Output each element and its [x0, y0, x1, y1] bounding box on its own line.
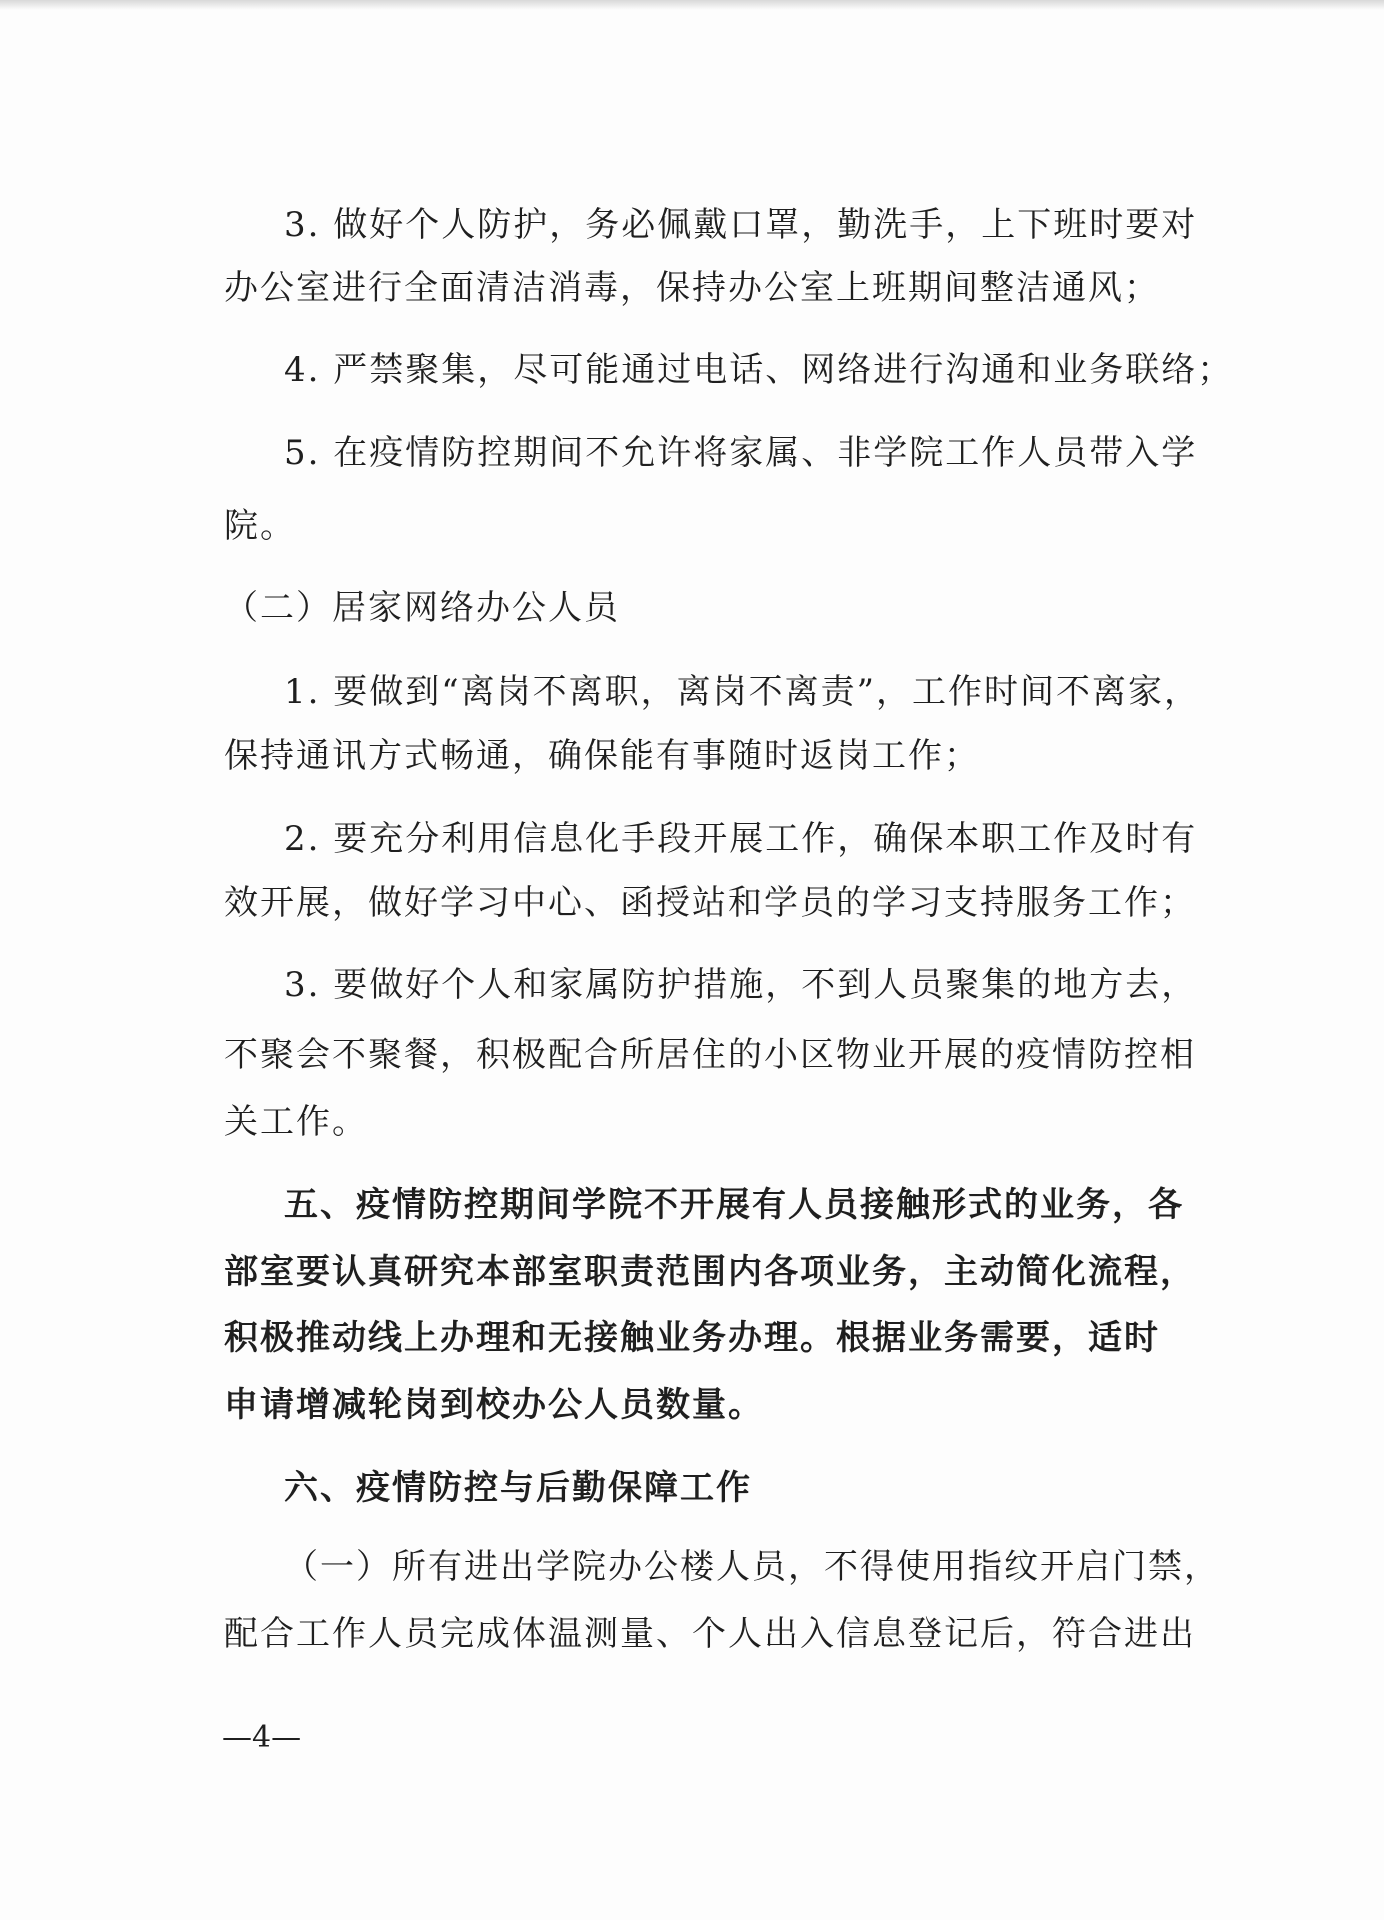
section-subheading: （二）居家网络办公人员 — [224, 588, 620, 628]
paragraph-line: 3. 要做好个人和家属防护措施，不到人员聚集的地方去， — [284, 965, 1198, 1005]
paragraph-line: 配合工作人员完成体温测量、个人出入信息登记后，符合进出 — [224, 1614, 1196, 1654]
paragraph-line: 部室要认真研究本部室职责范围内各项业务，主动简化流程， — [224, 1252, 1196, 1292]
paragraph-line: 院。 — [224, 506, 296, 546]
paragraph-line: 效开展，做好学习中心、函授站和学员的学习支持服务工作； — [224, 883, 1196, 923]
paragraph-line: 5. 在疫情防控期间不允许将家属、非学院工作人员带入学 — [284, 433, 1198, 473]
paragraph-line: 不聚会不聚餐，积极配合所居住的小区物业开展的疫情防控相 — [224, 1035, 1196, 1075]
scan-edge — [0, 0, 1384, 10]
paragraph-line: 办公室进行全面清洁消毒，保持办公室上班期间整洁通风； — [224, 268, 1160, 308]
paragraph-line: 2. 要充分利用信息化手段开展工作，确保本职工作及时有 — [284, 819, 1198, 859]
section-heading-6: 六、疫情防控与后勤保障工作 — [284, 1468, 752, 1508]
paragraph-line: （一）所有进出学院办公楼人员，不得使用指纹开启门禁， — [284, 1547, 1220, 1587]
page-number: —4— — [222, 1720, 302, 1755]
paragraph-line: 1. 要做到“离岗不离职，离岗不离责”，工作时间不离家， — [284, 672, 1201, 712]
paragraph-line: 关工作。 — [224, 1102, 368, 1142]
paragraph-line: 积极推动线上办理和无接触业务办理。根据业务需要，适时 — [224, 1318, 1160, 1358]
paragraph-line: 保持通讯方式畅通，确保能有事随时返岗工作； — [224, 736, 980, 776]
paragraph-line: 3. 做好个人防护，务必佩戴口罩，勤洗手，上下班时要对 — [284, 205, 1198, 245]
section-heading-5: 五、疫情防控期间学院不开展有人员接触形式的业务，各 — [284, 1185, 1184, 1225]
paragraph-line: 4. 严禁聚集，尽可能通过电话、网络进行沟通和业务联络； — [284, 350, 1234, 390]
paragraph-line: 申请增减轮岗到校办公人员数量。 — [224, 1385, 764, 1425]
